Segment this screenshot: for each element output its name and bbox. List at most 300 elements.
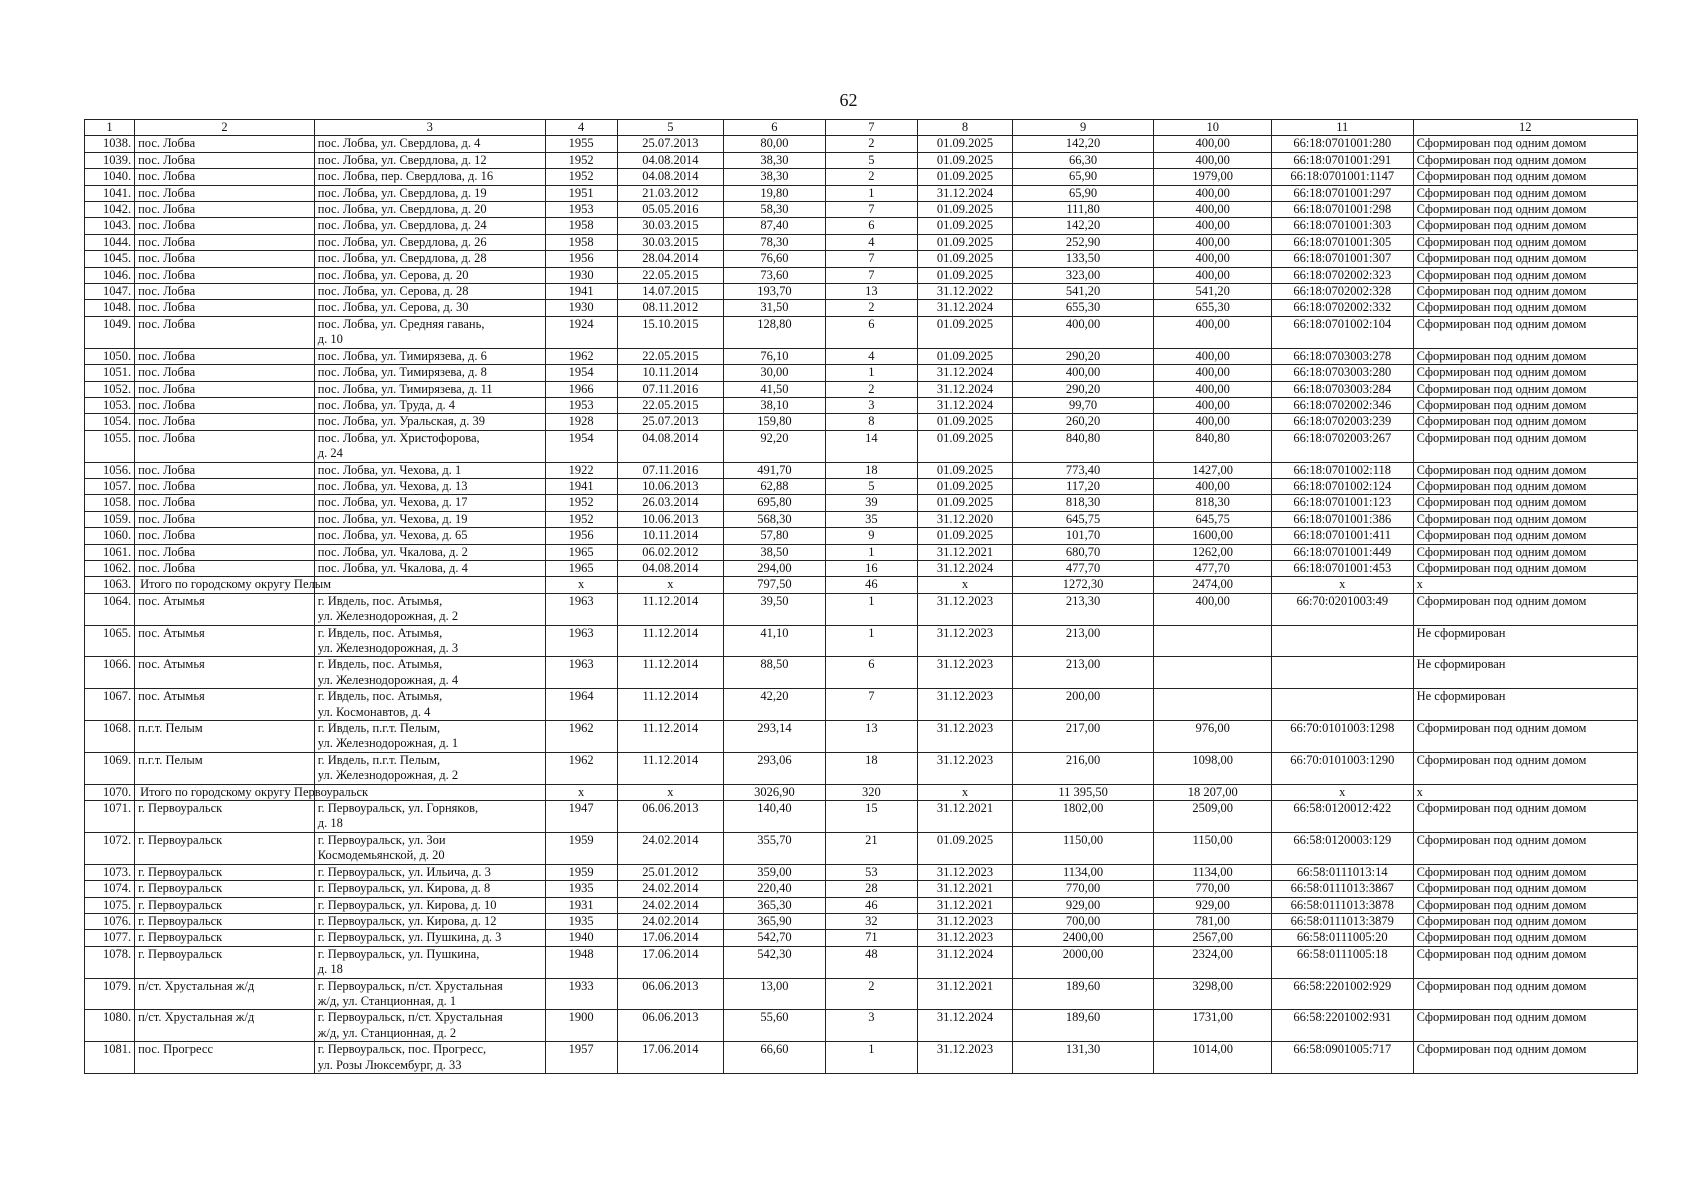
- row-number: 1063.: [85, 577, 135, 593]
- land-status: Сформирован под одним домом: [1413, 930, 1637, 946]
- settlement: пос. Лобва: [135, 478, 315, 494]
- settlement: г. Первоуральск: [135, 946, 315, 978]
- date: 11.12.2014: [617, 657, 724, 689]
- table-row: [85, 136, 1638, 152]
- deadline: 01.09.2025: [918, 462, 1013, 478]
- land-plot-area: 400,00: [1154, 267, 1272, 283]
- area: 19,80: [724, 185, 825, 201]
- date: 06.06.2013: [617, 801, 724, 833]
- settlement: пос. Лобва: [135, 234, 315, 250]
- land-plot-area: 400,00: [1154, 152, 1272, 168]
- address: пос. Лобва, ул. Чехова, д. 65: [314, 528, 545, 544]
- cadastral-number: 66:58:0111013:14: [1272, 864, 1414, 880]
- date: 11.12.2014: [617, 752, 724, 784]
- deadline: 01.09.2025: [918, 495, 1013, 511]
- table-row: [85, 316, 1638, 348]
- land-area: 929,00: [1012, 897, 1154, 913]
- build-year: 1965: [545, 560, 617, 576]
- settlement: пос. Лобва: [135, 218, 315, 234]
- land-status: Сформирован под одним домом: [1413, 721, 1637, 753]
- address: пос. Лобва, ул. Чехова, д. 1: [314, 462, 545, 478]
- cadastral-number: 66:18:0701001:305: [1272, 234, 1414, 250]
- land-status: Сформирован под одним домом: [1413, 897, 1637, 913]
- column-header: 3: [314, 120, 545, 136]
- cadastral-number: 66:70:0101003:1290: [1272, 752, 1414, 784]
- land-status: Сформирован под одним домом: [1413, 348, 1637, 364]
- address: пос. Лобва, ул. Серова, д. 28: [314, 284, 545, 300]
- settlement: пос. Лобва: [135, 316, 315, 348]
- address: г. Первоуральск, ул. Кирова, д. 12: [314, 913, 545, 929]
- address: пос. Лобва, ул. Тимирязева, д. 8: [314, 365, 545, 381]
- residents: 35: [825, 511, 918, 527]
- table-row: [85, 864, 1638, 880]
- residents: 14: [825, 430, 918, 462]
- cadastral-number: 66:18:0701001:386: [1272, 511, 1414, 527]
- land-plot-area: 929,00: [1154, 897, 1272, 913]
- row-number: 1049.: [85, 316, 135, 348]
- date: 06.06.2013: [617, 1010, 724, 1042]
- date: 11.12.2014: [617, 689, 724, 721]
- residents: 2: [825, 169, 918, 185]
- table-row: [85, 832, 1638, 864]
- date: 11.12.2014: [617, 593, 724, 625]
- land-area: 840,80: [1012, 430, 1154, 462]
- land-status: Сформирован под одним домом: [1413, 267, 1637, 283]
- residents: 16: [825, 560, 918, 576]
- land-area: 400,00: [1012, 365, 1154, 381]
- land-plot-area: 541,20: [1154, 284, 1272, 300]
- cadastral-number: 66:58:0120012:422: [1272, 801, 1414, 833]
- deadline: 31.12.2024: [918, 185, 1013, 201]
- build-year: 1966: [545, 381, 617, 397]
- land-plot-area: 400,00: [1154, 414, 1272, 430]
- date: 10.11.2014: [617, 365, 724, 381]
- area: 159,80: [724, 414, 825, 430]
- address: г. Первоуральск, ул. Пушкина, д. 18: [314, 946, 545, 978]
- land-plot-area: 1262,00: [1154, 544, 1272, 560]
- residents: 18: [825, 462, 918, 478]
- build-year: 1954: [545, 365, 617, 381]
- deadline: 01.09.2025: [918, 251, 1013, 267]
- settlement: г. Первоуральск: [135, 897, 315, 913]
- residents: 39: [825, 495, 918, 511]
- area: 220,40: [724, 881, 825, 897]
- land-area: 252,90: [1012, 234, 1154, 250]
- area: 359,00: [724, 864, 825, 880]
- build-year: 1924: [545, 316, 617, 348]
- settlement: г. Первоуральск: [135, 801, 315, 833]
- land-plot-area: 3298,00: [1154, 978, 1272, 1010]
- land-status: Сформирован под одним домом: [1413, 397, 1637, 413]
- land-plot-area: 400,00: [1154, 593, 1272, 625]
- land-area: 213,00: [1012, 625, 1154, 657]
- land-plot-area: 18 207,00: [1154, 784, 1272, 800]
- table-row: [85, 978, 1638, 1010]
- cadastral-number: 66:18:0703003:280: [1272, 365, 1414, 381]
- table-row: [85, 946, 1638, 978]
- address: г. Первоуральск, п/ст. Хрустальная ж/д, ул. Станционная, д. 1: [314, 978, 545, 1010]
- table-row: [85, 202, 1638, 218]
- row-number: 1077.: [85, 930, 135, 946]
- land-status: Сформирован под одним домом: [1413, 752, 1637, 784]
- row-number: 1047.: [85, 284, 135, 300]
- settlement: пос. Лобва: [135, 528, 315, 544]
- table-row: [85, 689, 1638, 721]
- residents: 1: [825, 185, 918, 201]
- build-year: 1930: [545, 300, 617, 316]
- build-year: 1947: [545, 801, 617, 833]
- deadline: 01.09.2025: [918, 832, 1013, 864]
- land-plot-area: [1154, 689, 1272, 721]
- area: 3026,90: [724, 784, 825, 800]
- residents: 46: [825, 577, 918, 593]
- land-area: 541,20: [1012, 284, 1154, 300]
- land-area: 477,70: [1012, 560, 1154, 576]
- row-number: 1064.: [85, 593, 135, 625]
- land-area: 2400,00: [1012, 930, 1154, 946]
- register-table: [84, 119, 1638, 1074]
- settlement: пос. Лобва: [135, 462, 315, 478]
- land-area: 818,30: [1012, 495, 1154, 511]
- table-row: [85, 152, 1638, 168]
- area: 39,50: [724, 593, 825, 625]
- address: пос. Лобва, ул. Средняя гавань, д. 10: [314, 316, 545, 348]
- land-status: Не сформирован: [1413, 689, 1637, 721]
- row-number: 1059.: [85, 511, 135, 527]
- residents: 7: [825, 689, 918, 721]
- settlement: пос. Лобва: [135, 414, 315, 430]
- land-plot-area: 1600,00: [1154, 528, 1272, 544]
- row-number: 1053.: [85, 397, 135, 413]
- land-status: Сформирован под одним домом: [1413, 801, 1637, 833]
- residents: 7: [825, 202, 918, 218]
- land-area: 290,20: [1012, 348, 1154, 364]
- cadastral-number: [1272, 689, 1414, 721]
- row-number: 1068.: [85, 721, 135, 753]
- settlement: пос. Атымья: [135, 689, 315, 721]
- address: г. Первоуральск, ул. Ильича, д. 3: [314, 864, 545, 880]
- address: пос. Лобва, ул. Чехова, д. 17: [314, 495, 545, 511]
- cadastral-number: x: [1272, 577, 1414, 593]
- build-year: 1951: [545, 185, 617, 201]
- cadastral-number: 66:18:0702003:239: [1272, 414, 1414, 430]
- residents: 1: [825, 544, 918, 560]
- build-year: 1941: [545, 284, 617, 300]
- deadline: 31.12.2023: [918, 689, 1013, 721]
- build-year: 1953: [545, 397, 617, 413]
- land-status: Сформирован под одним домом: [1413, 978, 1637, 1010]
- area: 293,14: [724, 721, 825, 753]
- residents: 1: [825, 625, 918, 657]
- row-number: 1058.: [85, 495, 135, 511]
- table-row: [85, 414, 1638, 430]
- land-plot-area: [1154, 657, 1272, 689]
- residents: 4: [825, 234, 918, 250]
- build-year: 1963: [545, 657, 617, 689]
- cadastral-number: 66:18:0701002:118: [1272, 462, 1414, 478]
- date: 07.11.2016: [617, 462, 724, 478]
- cadastral-number: 66:58:0111013:3879: [1272, 913, 1414, 929]
- address: пос. Лобва, ул. Серова, д. 20: [314, 267, 545, 283]
- table-row: [85, 657, 1638, 689]
- residents: 15: [825, 801, 918, 833]
- land-area: 66,30: [1012, 152, 1154, 168]
- column-header: 12: [1413, 120, 1637, 136]
- settlement: п.г.т. Пелым: [135, 721, 315, 753]
- land-area: 655,30: [1012, 300, 1154, 316]
- land-area: 99,70: [1012, 397, 1154, 413]
- cadastral-number: 66:58:0111005:18: [1272, 946, 1414, 978]
- area: 294,00: [724, 560, 825, 576]
- residents: 320: [825, 784, 918, 800]
- area: 58,30: [724, 202, 825, 218]
- area: 62,88: [724, 478, 825, 494]
- land-area: 260,20: [1012, 414, 1154, 430]
- cadastral-number: 66:18:0703003:278: [1272, 348, 1414, 364]
- land-plot-area: 400,00: [1154, 185, 1272, 201]
- land-area: 1134,00: [1012, 864, 1154, 880]
- cadastral-number: 66:58:0901005:717: [1272, 1042, 1414, 1074]
- row-number: 1040.: [85, 169, 135, 185]
- cadastral-number: 66:18:0701002:104: [1272, 316, 1414, 348]
- total-row: [85, 577, 1638, 593]
- row-number: 1081.: [85, 1042, 135, 1074]
- land-status: Сформирован под одним домом: [1413, 881, 1637, 897]
- date: 10.06.2013: [617, 511, 724, 527]
- deadline: 31.12.2024: [918, 365, 1013, 381]
- land-area: 189,60: [1012, 1010, 1154, 1042]
- settlement: пос. Лобва: [135, 397, 315, 413]
- address: пос. Лобва, ул. Свердлова, д. 4: [314, 136, 545, 152]
- table-row: [85, 251, 1638, 267]
- land-status: Сформирован под одним домом: [1413, 544, 1637, 560]
- date: 04.08.2014: [617, 169, 724, 185]
- cadastral-number: 66:18:0702002:332: [1272, 300, 1414, 316]
- land-area: 133,50: [1012, 251, 1154, 267]
- cadastral-number: 66:18:0701001:297: [1272, 185, 1414, 201]
- residents: 53: [825, 864, 918, 880]
- table-row: [85, 218, 1638, 234]
- build-year: 1928: [545, 414, 617, 430]
- deadline: 31.12.2021: [918, 881, 1013, 897]
- build-year: x: [545, 577, 617, 593]
- settlement: пос. Атымья: [135, 657, 315, 689]
- area: 293,06: [724, 752, 825, 784]
- area: 30,00: [724, 365, 825, 381]
- residents: 2: [825, 136, 918, 152]
- land-area: 216,00: [1012, 752, 1154, 784]
- row-number: 1057.: [85, 478, 135, 494]
- build-year: 1964: [545, 689, 617, 721]
- address: г. Первоуральск, ул. Зои Космодемьянской, д. 20: [314, 832, 545, 864]
- table-row: [85, 397, 1638, 413]
- date: 17.06.2014: [617, 1042, 724, 1074]
- land-plot-area: [1154, 625, 1272, 657]
- land-plot-area: 1731,00: [1154, 1010, 1272, 1042]
- deadline: 31.12.2023: [918, 625, 1013, 657]
- deadline: 31.12.2023: [918, 864, 1013, 880]
- table-row: [85, 348, 1638, 364]
- date: 17.06.2014: [617, 946, 724, 978]
- deadline: 01.09.2025: [918, 202, 1013, 218]
- area: 13,00: [724, 978, 825, 1010]
- build-year: 1956: [545, 528, 617, 544]
- settlement: пос. Прогресс: [135, 1042, 315, 1074]
- address: г. Ивдель, пос. Атымья, ул. Железнодорожная, д. 4: [314, 657, 545, 689]
- row-number: 1043.: [85, 218, 135, 234]
- cadastral-number: 66:58:0120003:129: [1272, 832, 1414, 864]
- cadastral-number: 66:18:0701001:411: [1272, 528, 1414, 544]
- land-status: x: [1413, 784, 1637, 800]
- residents: 2: [825, 381, 918, 397]
- cadastral-number: 66:70:0201003:49: [1272, 593, 1414, 625]
- settlement: г. Первоуральск: [135, 864, 315, 880]
- deadline: 01.09.2025: [918, 267, 1013, 283]
- address: пос. Лобва, ул. Свердлова, д. 24: [314, 218, 545, 234]
- address: г. Первоуральск, ул. Пушкина, д. 3: [314, 930, 545, 946]
- deadline: 31.12.2024: [918, 397, 1013, 413]
- deadline: 31.12.2023: [918, 930, 1013, 946]
- address: г. Ивдель, пос. Атымья, ул. Космонавтов, д. 4: [314, 689, 545, 721]
- land-area: 645,75: [1012, 511, 1154, 527]
- residents: 71: [825, 930, 918, 946]
- land-status: Сформирован под одним домом: [1413, 1042, 1637, 1074]
- address: пос. Лобва, ул. Уральская, д. 39: [314, 414, 545, 430]
- deadline: 31.12.2024: [918, 560, 1013, 576]
- date: 24.02.2014: [617, 913, 724, 929]
- address: пос. Лобва, ул. Свердлова, д. 12: [314, 152, 545, 168]
- date: 25.01.2012: [617, 864, 724, 880]
- page-number: 62: [839, 90, 858, 110]
- area: 365,90: [724, 913, 825, 929]
- column-header: 2: [135, 120, 315, 136]
- area: 55,60: [724, 1010, 825, 1042]
- land-status: Сформирован под одним домом: [1413, 560, 1637, 576]
- row-number: 1066.: [85, 657, 135, 689]
- date: 10.06.2013: [617, 478, 724, 494]
- settlement: г. Первоуральск: [135, 930, 315, 946]
- land-plot-area: 840,80: [1154, 430, 1272, 462]
- deadline: x: [918, 577, 1013, 593]
- residents: 28: [825, 881, 918, 897]
- column-header: 11: [1272, 120, 1414, 136]
- residents: 9: [825, 528, 918, 544]
- deadline: 01.09.2025: [918, 478, 1013, 494]
- table-row: [85, 801, 1638, 833]
- deadline: 31.12.2021: [918, 978, 1013, 1010]
- land-area: 11 395,50: [1012, 784, 1154, 800]
- date: 24.02.2014: [617, 881, 724, 897]
- land-status: x: [1413, 577, 1637, 593]
- area: 365,30: [724, 897, 825, 913]
- area: 355,70: [724, 832, 825, 864]
- date: 05.05.2016: [617, 202, 724, 218]
- address: г. Первоуральск, ул. Горняков, д. 18: [314, 801, 545, 833]
- date: 04.08.2014: [617, 152, 724, 168]
- residents: 1: [825, 365, 918, 381]
- deadline: x: [918, 784, 1013, 800]
- row-number: 1045.: [85, 251, 135, 267]
- land-area: 1150,00: [1012, 832, 1154, 864]
- land-area: 111,80: [1012, 202, 1154, 218]
- address: [314, 577, 545, 593]
- address: г. Первоуральск, ул. Кирова, д. 10: [314, 897, 545, 913]
- date: 11.12.2014: [617, 625, 724, 657]
- build-year: 1959: [545, 864, 617, 880]
- row-number: 1060.: [85, 528, 135, 544]
- address: пос. Лобва, пер. Свердлова, д. 16: [314, 169, 545, 185]
- cadastral-number: 66:18:0701001:449: [1272, 544, 1414, 560]
- settlement: п/ст. Хрустальная ж/д: [135, 978, 315, 1010]
- table-row: [85, 1010, 1638, 1042]
- deadline: 31.12.2023: [918, 593, 1013, 625]
- land-plot-area: 2474,00: [1154, 577, 1272, 593]
- build-year: 1952: [545, 495, 617, 511]
- cadastral-number: 66:18:0702002:323: [1272, 267, 1414, 283]
- land-plot-area: 400,00: [1154, 218, 1272, 234]
- settlement: пос. Лобва: [135, 348, 315, 364]
- area: 695,80: [724, 495, 825, 511]
- land-area: 290,20: [1012, 381, 1154, 397]
- row-number: 1062.: [85, 560, 135, 576]
- address: пос. Лобва, ул. Тимирязева, д. 6: [314, 348, 545, 364]
- row-number: 1056.: [85, 462, 135, 478]
- row-number: 1054.: [85, 414, 135, 430]
- build-year: 1935: [545, 881, 617, 897]
- land-status: Сформирован под одним домом: [1413, 218, 1637, 234]
- land-plot-area: 1150,00: [1154, 832, 1272, 864]
- address: пос. Лобва, ул. Свердлова, д. 28: [314, 251, 545, 267]
- row-number: 1071.: [85, 801, 135, 833]
- cadastral-number: 66:18:0701001:1147: [1272, 169, 1414, 185]
- land-plot-area: 976,00: [1154, 721, 1272, 753]
- deadline: 31.12.2021: [918, 544, 1013, 560]
- row-number: 1041.: [85, 185, 135, 201]
- deadline: 31.12.2024: [918, 1010, 1013, 1042]
- deadline: 31.12.2023: [918, 913, 1013, 929]
- residents: 2: [825, 978, 918, 1010]
- address: пос. Лобва, ул. Чехова, д. 13: [314, 478, 545, 494]
- land-status: Сформирован под одним домом: [1413, 593, 1637, 625]
- deadline: 31.12.2023: [918, 721, 1013, 753]
- deadline: 31.12.2023: [918, 1042, 1013, 1074]
- deadline: 01.09.2025: [918, 430, 1013, 462]
- deadline: 01.09.2025: [918, 169, 1013, 185]
- row-number: 1050.: [85, 348, 135, 364]
- row-number: 1061.: [85, 544, 135, 560]
- address: г. Ивдель, пос. Атымья, ул. Железнодорожная, д. 3: [314, 625, 545, 657]
- area: 88,50: [724, 657, 825, 689]
- land-status: Сформирован под одним домом: [1413, 300, 1637, 316]
- land-area: 1272,30: [1012, 577, 1154, 593]
- residents: 6: [825, 316, 918, 348]
- cadastral-number: [1272, 657, 1414, 689]
- date: 25.07.2013: [617, 414, 724, 430]
- area: 92,20: [724, 430, 825, 462]
- land-status: Сформирован под одним домом: [1413, 913, 1637, 929]
- date: 04.08.2014: [617, 430, 724, 462]
- table-row: [85, 897, 1638, 913]
- date: 26.03.2014: [617, 495, 724, 511]
- cadastral-number: 66:18:0702003:267: [1272, 430, 1414, 462]
- row-number: 1073.: [85, 864, 135, 880]
- address: пос. Лобва, ул. Свердлова, д. 19: [314, 185, 545, 201]
- build-year: 1940: [545, 930, 617, 946]
- residents: 13: [825, 721, 918, 753]
- build-year: 1958: [545, 218, 617, 234]
- deadline: 31.12.2023: [918, 657, 1013, 689]
- row-number: 1038.: [85, 136, 135, 152]
